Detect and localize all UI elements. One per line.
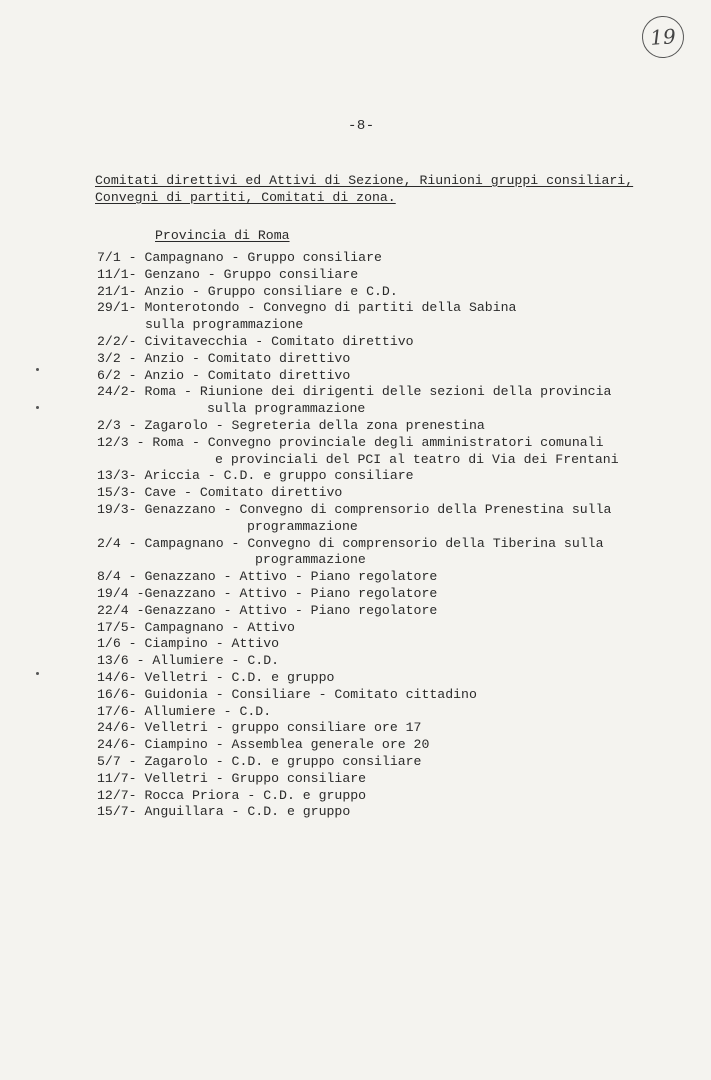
entry-text: - Genazzano - Attivo - Piano regolatore bbox=[120, 569, 438, 585]
entry-text: Roma - Riunione dei dirigenti delle sezioni della provincia bbox=[136, 384, 612, 400]
list-item bbox=[97, 536, 697, 570]
list-item bbox=[97, 720, 697, 737]
entry-text: - Anzio - Comitato direttivo bbox=[120, 350, 351, 366]
list-item bbox=[97, 603, 697, 620]
entry-date: 15/7- bbox=[97, 804, 137, 820]
entry-date: 13/6 bbox=[97, 653, 129, 669]
page-number: -8- bbox=[348, 118, 375, 134]
subsection-heading: Provincia di Roma bbox=[155, 228, 290, 243]
entry-text: Rocca Priora - C.D. e gruppo bbox=[136, 787, 367, 803]
entry-text: Genazzano - Convegno di comprensorio della Prenestina sulla bbox=[136, 501, 612, 517]
entry-date: 21/1- bbox=[97, 283, 137, 299]
list-item bbox=[97, 788, 697, 805]
entry-text: Allumiere - C.D. bbox=[136, 703, 272, 719]
list-item bbox=[97, 267, 697, 284]
list-item bbox=[97, 737, 697, 754]
entry-text: Civitavecchia - Comitato direttivo bbox=[136, 333, 414, 349]
entry-text: Cave - Comitato direttivo bbox=[136, 485, 343, 501]
entry-date: 24/6- bbox=[97, 737, 137, 753]
entry-text: - Anzio - Comitato direttivo bbox=[120, 367, 351, 383]
entry-text: -Genazzano - Attivo - Piano regolatore bbox=[128, 602, 438, 618]
list-item bbox=[97, 418, 697, 435]
entry-date: 17/5- bbox=[97, 619, 137, 635]
entry-text: - Campagnano - Gruppo consiliare bbox=[120, 250, 382, 265]
entry-text: Genzano - Gruppo consiliare bbox=[136, 266, 359, 282]
entry-date: 2/3 bbox=[97, 417, 121, 433]
margin-mark bbox=[36, 368, 39, 371]
entry-text: - Campagnano - Convegno di comprensorio della Tiberina sulla bbox=[120, 535, 604, 551]
entry-text: Guidonia - Consiliare - Comitato cittadino bbox=[136, 686, 477, 702]
entry-date: 15/3- bbox=[97, 485, 137, 501]
entry-date: 3/2 bbox=[97, 350, 121, 366]
list-item bbox=[97, 351, 697, 368]
entry-date: 12/3 bbox=[97, 434, 129, 450]
margin-mark bbox=[36, 672, 39, 675]
list-item bbox=[97, 687, 697, 704]
list-item bbox=[97, 468, 697, 485]
entry-continuation: programmazione bbox=[255, 552, 366, 568]
list-item bbox=[97, 485, 697, 502]
section-heading-line-1: Comitati direttivi ed Attivi di Sezione, Riunioni gruppi consiliari, bbox=[95, 173, 634, 188]
entry-date: 1/6 bbox=[97, 636, 121, 652]
list-item bbox=[97, 502, 697, 536]
list-item bbox=[97, 804, 697, 821]
list-item bbox=[97, 653, 697, 670]
list-item bbox=[97, 384, 697, 418]
list-item bbox=[97, 586, 697, 603]
list-item bbox=[97, 754, 697, 771]
entry-text: Velletri - C.D. e gruppo bbox=[136, 669, 335, 685]
entry-continuation: sulla programmazione bbox=[207, 401, 366, 417]
entry-text: Anzio - Gruppo consiliare e C.D. bbox=[136, 283, 398, 299]
list-item bbox=[97, 250, 697, 267]
entry-date: 24/6- bbox=[97, 720, 137, 736]
list-item bbox=[97, 284, 697, 301]
list-item bbox=[97, 334, 697, 351]
entry-continuation: e provinciali del PCI al teatro di Via dei Frentani bbox=[215, 451, 619, 467]
entry-date: 12/7- bbox=[97, 787, 137, 803]
entry-text: - Ciampino - Attivo bbox=[120, 636, 280, 652]
list-item bbox=[97, 620, 697, 637]
entry-date: 6/2 bbox=[97, 367, 121, 383]
section-heading-line-2: Convegni di partiti, Comitati di zona. bbox=[95, 190, 396, 205]
page-stamp: 19 bbox=[641, 15, 686, 60]
entry-date: 2/2/- bbox=[97, 333, 137, 349]
entry-text: -Genazzano - Attivo - Piano regolatore bbox=[128, 585, 438, 601]
list-item bbox=[97, 704, 697, 721]
entry-date: 29/1- bbox=[97, 300, 137, 316]
entry-continuation: programmazione bbox=[247, 518, 358, 534]
entry-date: 22/4 bbox=[97, 602, 129, 618]
margin-mark bbox=[36, 406, 39, 409]
entry-text: - Allumiere - C.D. bbox=[128, 653, 280, 669]
entries-list bbox=[97, 250, 697, 821]
entry-text: Velletri - gruppo consiliare ore 17 bbox=[136, 720, 422, 736]
list-item bbox=[97, 636, 697, 653]
section-heading bbox=[95, 172, 633, 206]
entry-date: 8/4 bbox=[97, 569, 121, 585]
entry-continuation: sulla programmazione bbox=[145, 317, 304, 333]
list-item bbox=[97, 368, 697, 385]
entry-date: 5/7 bbox=[97, 753, 121, 769]
entry-text: - Zagarolo - C.D. e gruppo consiliare bbox=[120, 753, 422, 769]
entry-date: 14/6- bbox=[97, 669, 137, 685]
entry-text: Anguillara - C.D. e gruppo bbox=[136, 804, 351, 820]
entry-date: 13/3- bbox=[97, 468, 137, 484]
list-item bbox=[97, 771, 697, 788]
entry-date: 11/7- bbox=[97, 770, 137, 786]
list-item bbox=[97, 670, 697, 687]
entry-date: 24/2- bbox=[97, 384, 137, 400]
entry-date: 7/1 bbox=[97, 250, 121, 265]
entry-text: Velletri - Gruppo consiliare bbox=[136, 770, 367, 786]
entry-text: - Roma - Convegno provinciale degli amministratori comunali bbox=[128, 434, 604, 450]
list-item bbox=[97, 300, 697, 334]
entry-date: 2/4 bbox=[97, 535, 121, 551]
entry-date: 19/3- bbox=[97, 501, 137, 517]
entry-text: Campagnano - Attivo bbox=[136, 619, 295, 635]
list-item bbox=[97, 435, 697, 469]
entry-text: Ciampino - Assemblea generale ore 20 bbox=[136, 737, 430, 753]
entry-date: 17/6- bbox=[97, 703, 137, 719]
entry-date: 16/6- bbox=[97, 686, 137, 702]
entry-date: 11/1- bbox=[97, 266, 137, 282]
entry-text: Monterotondo - Convegno di partiti della Sabina bbox=[136, 300, 517, 316]
entry-text: Ariccia - C.D. e gruppo consiliare bbox=[136, 468, 414, 484]
entry-date: 19/4 bbox=[97, 585, 129, 601]
list-item bbox=[97, 569, 697, 586]
entry-text: - Zagarolo - Segreteria della zona prenestina bbox=[120, 417, 485, 433]
